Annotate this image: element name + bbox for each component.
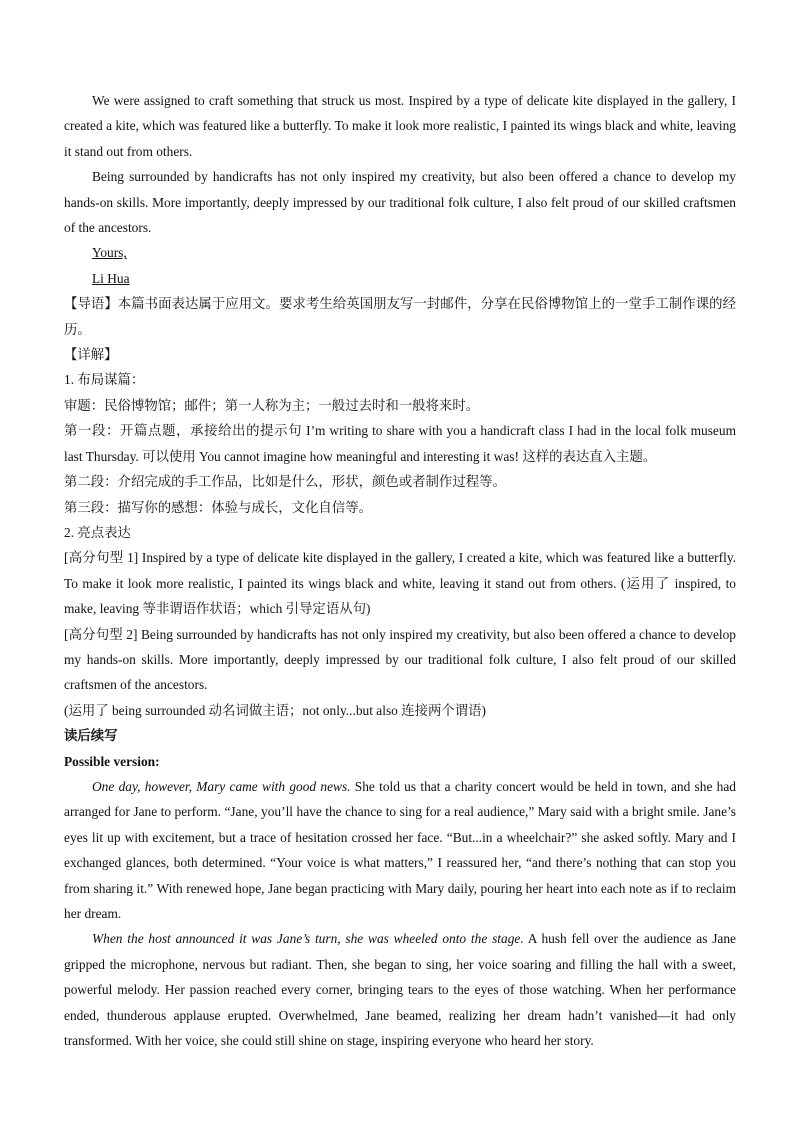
letter-paragraph-2: Being surrounded by handicrafts has not only inspired my creativity, but also been offered a chance to develop my hands-on skills. More importantly, deeply impressed by our traditional folk culture, I also felt proud of our skilled craftsmen of the ancestors. — [64, 169, 736, 236]
possible-version-label: Possible version: — [64, 753, 160, 769]
layout-para-3: 第三段：描写你的感想：体验与成长，文化自信等。 — [64, 499, 372, 515]
highlights-heading: 2. 亮点表达 — [64, 524, 131, 540]
highlight-item-1: [高分句型 1] Inspired by a type of delicate kite displayed in the gallery, I created a kite, which was featured like a butterfly. To make it look more realistic, I painted its wings black and white, leaving it stand out from others. (运用了 inspired, to make, leaving 等非谓语作状语；which 引导定语从句) — [64, 550, 736, 617]
letter-paragraph-1: We were assigned to craft something that struck us most. Inspired by a type of delicate kite displayed in the gallery, I created a kite, which was featured like a butterfly. To make it look more realistic, I painted its wings black and white, leaving it stand out from others. — [64, 93, 736, 159]
detail-heading: 【详解】 — [64, 347, 118, 363]
layout-para-2: 第二段：介绍完成的手工作品，比如是什么，形状，颜色或者制作过程等。 — [64, 474, 506, 490]
document-page — [64, 88, 736, 1053]
closing-text: Yours, — [92, 245, 127, 261]
guide-note: 【导语】本篇书面表达属于应用文。要求考生给英国朋友写一封邮件，分享在民俗博物馆上的一堂手工制作课的经历。 — [64, 296, 736, 337]
highlight-item-2: [高分句型 2] Being surrounded by handicrafts has not only inspired my creativity, but also been offered a chance to develop my hands-on skills. More importantly, deeply impressed by our traditional folk culture, I also felt proud of our skilled craftsmen of the ancestors. — [64, 626, 736, 693]
layout-plan-heading: 1. 布局谋篇： — [64, 372, 145, 388]
continuation-paragraph-1 — [64, 774, 736, 926]
highlight-item-2-note: (运用了 being surrounded 动名词做主语；not only...but also 连接两个谓语) — [64, 702, 487, 718]
continuation-para-1-lead: One day, however, Mary came with good news. — [92, 778, 351, 794]
letter-signature — [64, 266, 736, 291]
continuation-paragraph-2 — [64, 926, 736, 1053]
layout-review: 审题：民俗博物馆；邮件；第一人称为主；一般过去时和一般将来时。 — [64, 397, 480, 413]
continuation-para-2-lead: When the host announced it was Jane’s turn, she was wheeled onto the stage. — [92, 931, 524, 947]
layout-para-1: 第一段：开篇点题，承接给出的提示句 I’m writing to share with you a handicraft class I had in the local folk museum last Thursday. 可以使用 You cannot imagine how meaningful and interesting it was! 这样的表达直入主题。 — [64, 423, 736, 464]
continuation-heading: 读后续写 — [64, 728, 118, 744]
signature-text: Li Hua — [92, 270, 130, 286]
continuation-para-1-body: She told us that a charity concert would be held in town, and she had arranged for Jane to perform. “Jane, you’ll have the chance to sing for a real audience,” Mary said with a bright smile. Jane’s eyes lit up with excitement, but a trace of hesitation crossed her face. “But...in a wheelchair?” she asked softly. Mary and I exchanged glances, both determined. “Your voice is what matters,” I reassured her, “and there’s nothing that can stop you from sharing it.” With renewed hope, Jane began practicing with Mary daily, pouring her heart into each note as if to reclaim her dream. — [64, 778, 736, 921]
continuation-para-2-body: A hush fell over the audience as Jane gripped the microphone, nervous but radiant. Then, she began to sing, her voice soaring and filling the hall with a sweet, powerful melody. Her passion reached every corner, bringing tears to the eyes of those watching. When her performance ended, thunderous applause erupted. Overwhelmed, Jane beamed, realizing her dream hadn’t vanished—it had only transformed. With her voice, she could still shine on stage, inspiring everyone who heard her story. — [64, 931, 737, 1049]
letter-closing — [64, 240, 736, 265]
